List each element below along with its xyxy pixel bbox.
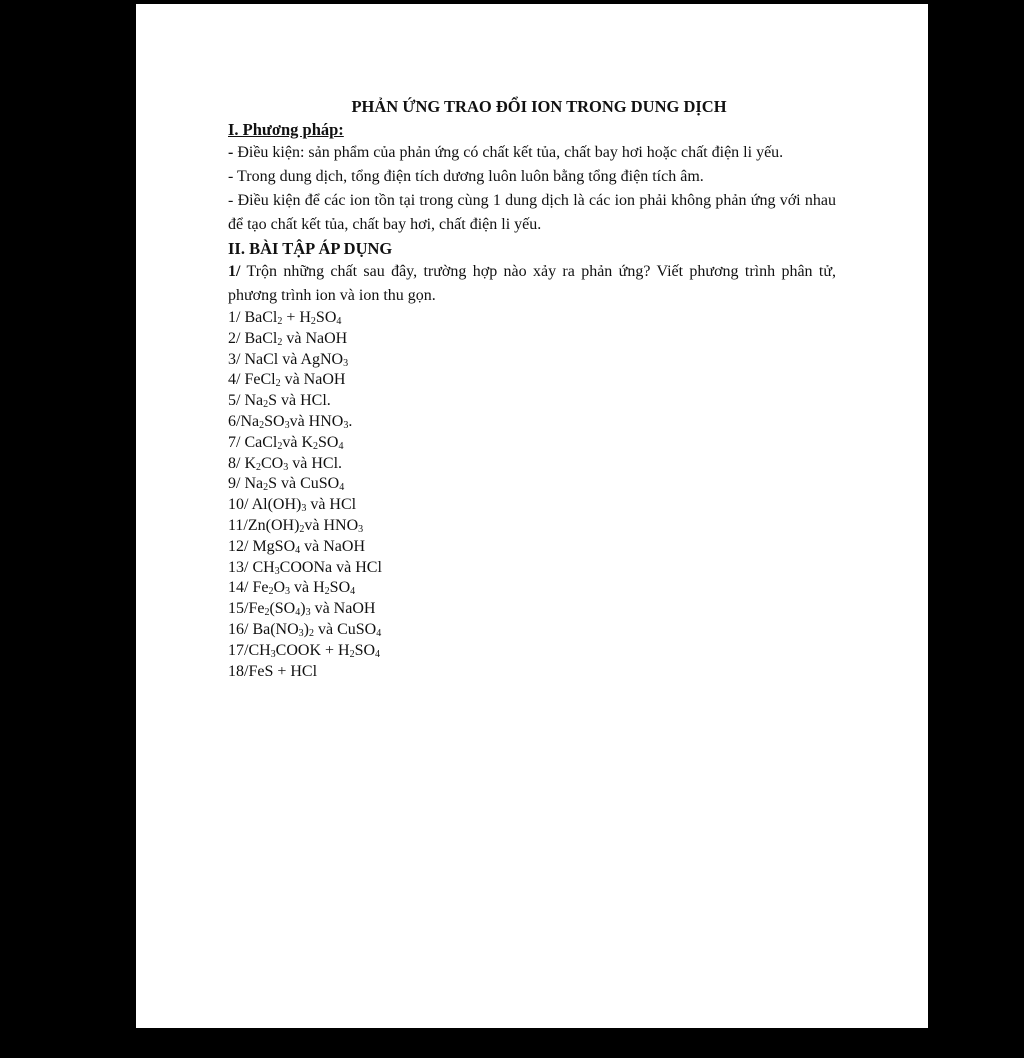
formula-subscript: 3 xyxy=(358,523,364,535)
formula-subscript: 4 xyxy=(339,482,345,494)
formula-subscript: 3 xyxy=(270,648,276,660)
exercise-text: 6/Na xyxy=(228,412,260,430)
exercise-text: (SO xyxy=(269,600,296,618)
exercise-text: COONa và HCl xyxy=(279,558,382,576)
formula-subscript: 4 xyxy=(338,440,344,452)
exercise-text: 4/ FeCl xyxy=(228,371,276,389)
formula-subscript: 4 xyxy=(295,544,301,556)
formula-subscript: 3 xyxy=(285,586,291,598)
exercise-item xyxy=(228,329,836,350)
exercise-item xyxy=(228,599,836,620)
exercise-item xyxy=(228,662,836,683)
document-content xyxy=(228,96,836,682)
document-title: PHẢN ỨNG TRAO ĐỔI ION TRONG DUNG DỊCH xyxy=(351,97,727,116)
exercise-text: . xyxy=(348,412,353,430)
exercise-item xyxy=(228,558,836,579)
exercise-item xyxy=(228,391,836,412)
section-heading-exercises: II. BÀI TẬP ÁP DỤNG xyxy=(228,239,393,258)
exercise-text: O xyxy=(273,579,286,597)
method-point-1 xyxy=(228,141,836,165)
exercise-text: 10/ Al(OH) xyxy=(228,496,302,514)
exercise-text: và CuSO xyxy=(313,620,377,638)
exercise-text: 18/FeS + HCl xyxy=(228,662,318,680)
exercise-text: S và CuSO xyxy=(268,475,340,493)
exercise-text: 17/CH xyxy=(228,641,271,659)
exercise-text: SO xyxy=(329,579,351,597)
exercise-text: S và HCl. xyxy=(268,392,331,410)
exercise-text: 9/ Na xyxy=(228,475,264,493)
formula-subscript: 2 xyxy=(299,523,305,535)
exercise-text: + H xyxy=(282,309,311,326)
exercise-text: 13/ CH xyxy=(228,558,275,576)
formula-subscript: 2 xyxy=(277,440,283,452)
exercise-text: SO xyxy=(264,412,285,430)
exercise-text: COOK + H xyxy=(275,641,350,659)
exercise-item xyxy=(228,433,836,454)
exercise-text: SO xyxy=(315,309,337,326)
formula-subscript: 3 xyxy=(301,503,307,515)
exercise-text: và NaOH xyxy=(282,329,348,347)
exercise-text: 8/ K xyxy=(228,454,256,472)
formula-subscript: 2 xyxy=(275,378,281,390)
formula-subscript: 2 xyxy=(324,586,330,598)
exercise-text: 15/Fe xyxy=(228,600,265,618)
exercise-text: 14/ Fe xyxy=(228,579,269,597)
exercise-item xyxy=(228,516,836,537)
method-point-text: Trong dung dịch, tổng điện tích dương luôn luôn bằng tổng điện tích âm. xyxy=(233,168,704,185)
formula-subscript: 2 xyxy=(349,648,355,660)
exercise-text: 16/ Ba(NO xyxy=(228,620,299,638)
exercise-text: và NaOH xyxy=(310,600,376,618)
exercise-text: 7/ CaCl xyxy=(228,433,278,451)
exercise-item xyxy=(228,537,836,558)
method-point-2 xyxy=(228,165,836,189)
section-heading-method: I. Phương pháp: xyxy=(228,120,344,139)
formula-subscript: 3 xyxy=(284,419,290,431)
formula-subscript: 2 xyxy=(308,627,314,639)
formula-subscript: 2 xyxy=(313,440,318,452)
exercise-text: 12/ MgSO xyxy=(228,537,296,555)
exercise-text: SO xyxy=(318,433,339,451)
formula-subscript: 4 xyxy=(350,586,356,598)
formula-subscript: 2 xyxy=(263,399,269,411)
exercise-text: ) xyxy=(300,600,306,618)
bullet-dash: - xyxy=(228,192,234,209)
formula-subscript: 4 xyxy=(295,607,301,619)
exercise-text: 2/ BaCl xyxy=(228,329,278,347)
formula-subscript: 3 xyxy=(274,565,280,577)
exercise-text: CO xyxy=(261,454,284,472)
exercise-text: và K xyxy=(282,433,313,451)
formula-subscript: 2 xyxy=(259,419,265,431)
exercise-text: và HNO xyxy=(289,412,344,430)
method-point-text: Điều kiện: sản phẩm của phản ứng có chất kết tủa, chất bay hơi hoặc chất điện li yếu. xyxy=(233,144,784,161)
exercise-item xyxy=(228,412,836,433)
formula-subscript: 2 xyxy=(268,586,274,598)
exercise-item xyxy=(228,578,836,599)
exercise-text: SO xyxy=(354,641,376,659)
exercise-text: 11/Zn(OH) xyxy=(228,516,300,534)
formula-subscript: 3 xyxy=(305,607,311,619)
formula-subscript: 2 xyxy=(264,607,270,619)
formula-subscript: 2 xyxy=(263,482,269,494)
formula-subscript: 3 xyxy=(283,461,289,473)
formula-subscript: 4 xyxy=(376,627,382,639)
bullet-dash: - xyxy=(228,168,234,185)
bullet-dash: - xyxy=(228,144,234,161)
exercise-text: và HCl xyxy=(306,496,357,514)
method-point-text: Điều kiện để các ion tồn tại trong cùng 1 dung dịch là các ion phải không phản ứng với nhau để tạo chất kết tủa, chất bay hơi, chất điện li yếu. xyxy=(228,192,836,233)
exercise-text: 5/ Na xyxy=(228,392,264,410)
exercise-item xyxy=(228,370,836,391)
formula-subscript: 3 xyxy=(343,419,349,431)
exercise-text: và H xyxy=(290,579,325,597)
formula-subscript: 2 xyxy=(310,316,316,327)
exercise-item xyxy=(228,620,836,641)
exercise-item xyxy=(228,474,836,495)
exercise-item xyxy=(228,350,836,371)
exercise-item xyxy=(228,454,836,475)
question-number: 1/ xyxy=(228,263,241,280)
exercise-text: 1/ BaCl xyxy=(228,309,278,326)
formula-subscript: 4 xyxy=(375,648,381,660)
question-text: Trộn những chất sau đây, trường hợp nào xảy ra phản ứng? Viết phương trình phân tử, phương trình ion và ion thu gọn. xyxy=(228,263,836,304)
exercise-text: ) xyxy=(303,620,309,638)
formula-subscript: 4 xyxy=(336,316,342,327)
formula-subscript: 2 xyxy=(277,336,283,348)
method-point-3 xyxy=(228,189,836,237)
formula-subscript: 2 xyxy=(277,316,283,327)
exercise-item xyxy=(228,308,836,329)
formula-subscript: 3 xyxy=(298,627,304,639)
exercise-item xyxy=(228,641,836,662)
exercise-text: và NaOH xyxy=(280,371,346,389)
exercise-question xyxy=(228,260,836,308)
exercise-text: 3/ NaCl và AgNO xyxy=(228,350,344,368)
document-page xyxy=(136,4,928,1028)
exercise-text: và HNO xyxy=(304,516,359,534)
exercise-text: và HCl. xyxy=(288,454,343,472)
formula-subscript: 2 xyxy=(256,461,261,473)
formula-subscript: 3 xyxy=(343,357,349,369)
exercise-text: và NaOH xyxy=(300,537,365,555)
exercise-item xyxy=(228,495,836,516)
exercise-list xyxy=(228,308,836,682)
